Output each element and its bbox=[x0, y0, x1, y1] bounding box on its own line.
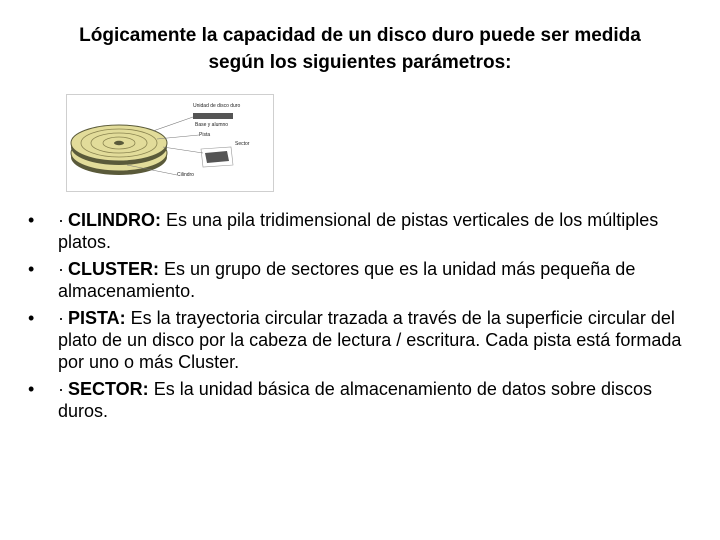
definition-cluster: Es un grupo de sectores que es la unidad más pequeña de almacenamiento. bbox=[58, 259, 636, 301]
leader-sector bbox=[163, 147, 203, 153]
label-unidad: Unidad de disco duro bbox=[193, 103, 241, 109]
label-base: Base y alumno bbox=[195, 122, 229, 128]
definition-cilindro: Es una pila tridimensional de pistas verticales de los múltiples platos. bbox=[58, 210, 659, 252]
leader-unit bbox=[153, 117, 193, 131]
sector-chunk bbox=[205, 151, 229, 163]
term-cilindro: CILINDRO: bbox=[68, 210, 161, 230]
hard-disk-diagram bbox=[66, 94, 274, 192]
sub-bullet-dot: · bbox=[58, 259, 64, 279]
term-sector: SECTOR: bbox=[68, 379, 149, 399]
list-item-cluster bbox=[28, 258, 700, 302]
term-cluster: CLUSTER: bbox=[68, 259, 159, 279]
bullet-dot: • bbox=[28, 379, 35, 399]
title-line-1: Lógicamente la capacidad de un disco duro puede ser medida bbox=[79, 25, 641, 46]
list-item-pista bbox=[28, 307, 700, 373]
label-pista: Pista bbox=[199, 132, 211, 138]
sub-bullet-dot: · bbox=[58, 210, 64, 230]
list-item-cilindro bbox=[28, 209, 700, 253]
bullet-dot: • bbox=[28, 308, 35, 328]
bullet-dot: • bbox=[28, 210, 35, 230]
definition-pista: Es la trayectoria circular trazada a través de la superficie circular del plato de un disco por la cabeza de lectura / escritura. Cada pista está formada por uno o más Cluster. bbox=[58, 308, 682, 372]
label-sector: Sector bbox=[235, 141, 250, 147]
bullet-dot: • bbox=[28, 259, 35, 279]
slide-title bbox=[20, 22, 700, 76]
label-cilindro: Cilindro bbox=[177, 172, 194, 178]
sub-bullet-dot: · bbox=[58, 308, 64, 328]
term-pista: PISTA: bbox=[68, 308, 126, 328]
title-line-2: según los siguientes parámetros: bbox=[208, 52, 512, 73]
definition-list bbox=[28, 209, 700, 427]
spindle bbox=[114, 141, 124, 145]
list-item-sector bbox=[28, 378, 700, 422]
drive-unit-block bbox=[193, 113, 233, 119]
definition-sector: Es la unidad básica de almacenamiento de datos sobre discos duros. bbox=[58, 379, 652, 421]
sub-bullet-dot: · bbox=[58, 379, 64, 399]
